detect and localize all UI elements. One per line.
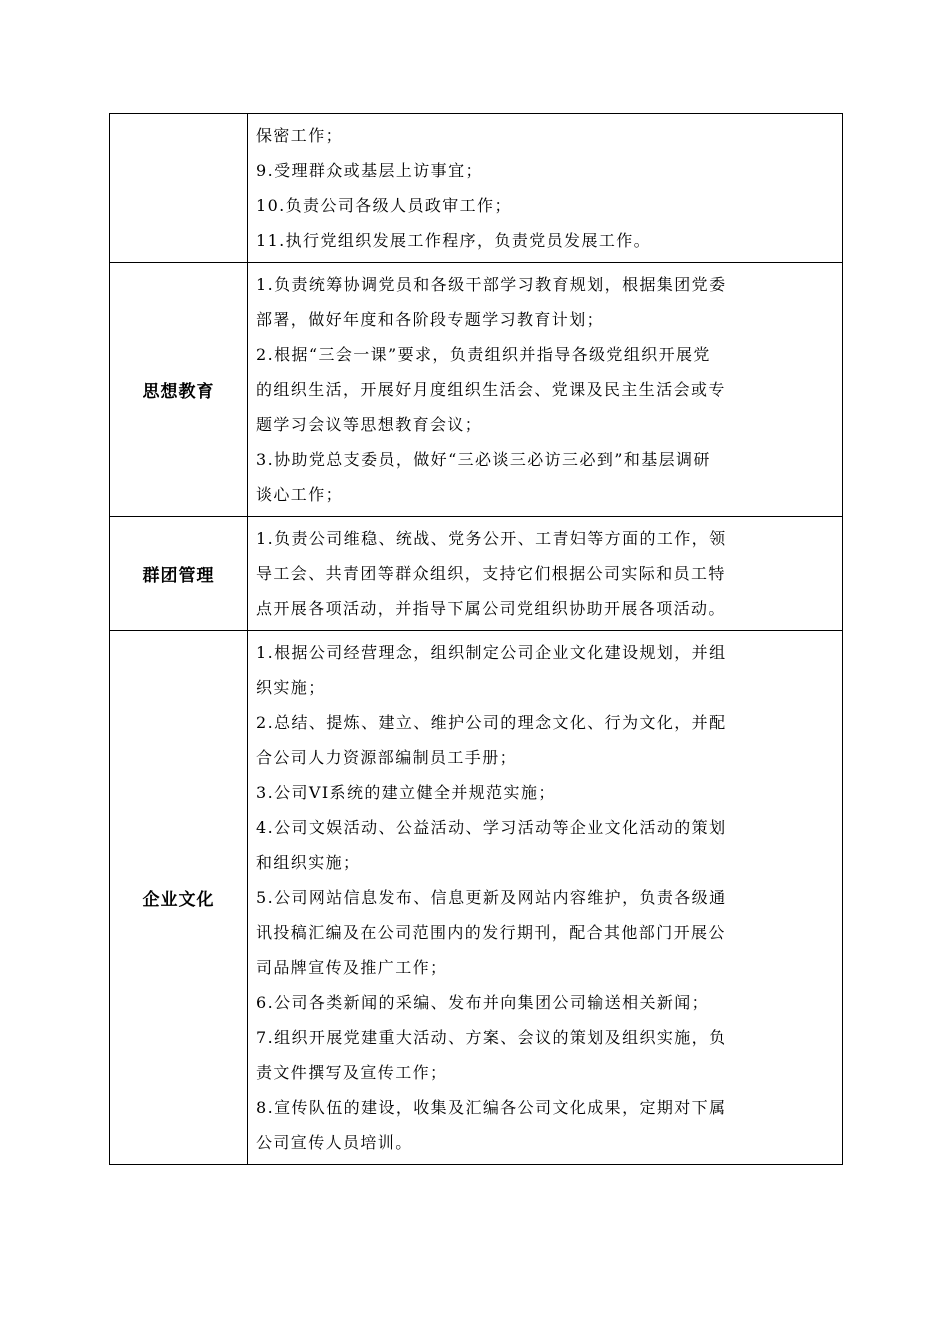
description-line: 讯投稿汇编及在公司范围内的发行期刊，配合其他部门开展公 <box>256 923 726 942</box>
description-line: 2.总结、提炼、建立、维护公司的理念文化、行为文化，并配 <box>256 713 727 732</box>
description-line: 9.受理群众或基层上访事宜； <box>256 161 483 180</box>
description-line: 3.公司VI系统的建立健全并规范实施； <box>256 783 556 802</box>
description-line: 2.根据“三会一课”要求，负责组织并指导各级党组织开展党 <box>256 345 711 364</box>
description-line: 1.根据公司经营理念，组织制定公司企业文化建设规划，并组 <box>256 643 727 662</box>
table-row <box>110 114 843 263</box>
description-line: 责文件撰写及宣传工作； <box>256 1063 448 1082</box>
category-cell: 群团管理 <box>110 517 248 631</box>
description-line: 11.执行党组织发展工作程序，负责党员发展工作。 <box>256 231 652 250</box>
description-line: 1.负责公司维稳、统战、党务公开、工青妇等方面的工作，领 <box>256 529 727 548</box>
description-line: 3.协助党总支委员，做好“三必谈三必访三必到”和基层调研 <box>256 450 711 469</box>
duty-table-body <box>110 114 843 1165</box>
description-line: 4.公司文娱活动、公益活动、学习活动等企业文化活动的策划 <box>256 818 727 837</box>
description-cell <box>248 517 843 631</box>
description-cell <box>248 114 843 263</box>
description-line: 公司宣传人员培训。 <box>256 1133 413 1152</box>
description-line: 和组织实施； <box>256 853 361 872</box>
table-row <box>110 517 843 631</box>
description-line: 导工会、共青团等群众组织，支持它们根据公司实际和员工特 <box>256 564 726 583</box>
description-line: 题学习会议等思想教育会议； <box>256 415 483 434</box>
description-line: 1.负责统筹协调党员和各级干部学习教育规划，根据集团党委 <box>256 275 727 294</box>
description-line: 10.负责公司各级人员政审工作； <box>256 196 512 215</box>
table-row <box>110 631 843 1165</box>
duty-table <box>109 113 843 1165</box>
description-line: 6.公司各类新闻的采编、发布并向集团公司输送相关新闻； <box>256 993 710 1012</box>
description-line: 5.公司网站信息发布、信息更新及网站内容维护，负责各级通 <box>256 888 727 907</box>
category-cell <box>110 114 248 263</box>
description-line: 部署，做好年度和各阶段专题学习教育计划； <box>256 310 605 329</box>
description-line: 7.组织开展党建重大活动、方案、会议的策划及组织实施，负 <box>256 1028 727 1047</box>
category-cell: 企业文化 <box>110 631 248 1165</box>
description-line: 合公司人力资源部编制员工手册； <box>256 748 518 767</box>
description-line: 点开展各项活动，并指导下属公司党组织协助开展各项活动。 <box>256 599 726 618</box>
table-row <box>110 263 843 517</box>
description-line: 保密工作； <box>256 126 344 145</box>
category-cell: 思想教育 <box>110 263 248 517</box>
description-line: 8.宣传队伍的建设，收集及汇编各公司文化成果，定期对下属 <box>256 1098 727 1117</box>
description-cell <box>248 631 843 1165</box>
description-line: 织实施； <box>256 678 326 697</box>
description-line: 谈心工作； <box>256 485 344 504</box>
description-line: 的组织生活，开展好月度组织生活会、党课及民主生活会或专 <box>256 380 726 399</box>
description-cell <box>248 263 843 517</box>
description-line: 司品牌宣传及推广工作； <box>256 958 448 977</box>
